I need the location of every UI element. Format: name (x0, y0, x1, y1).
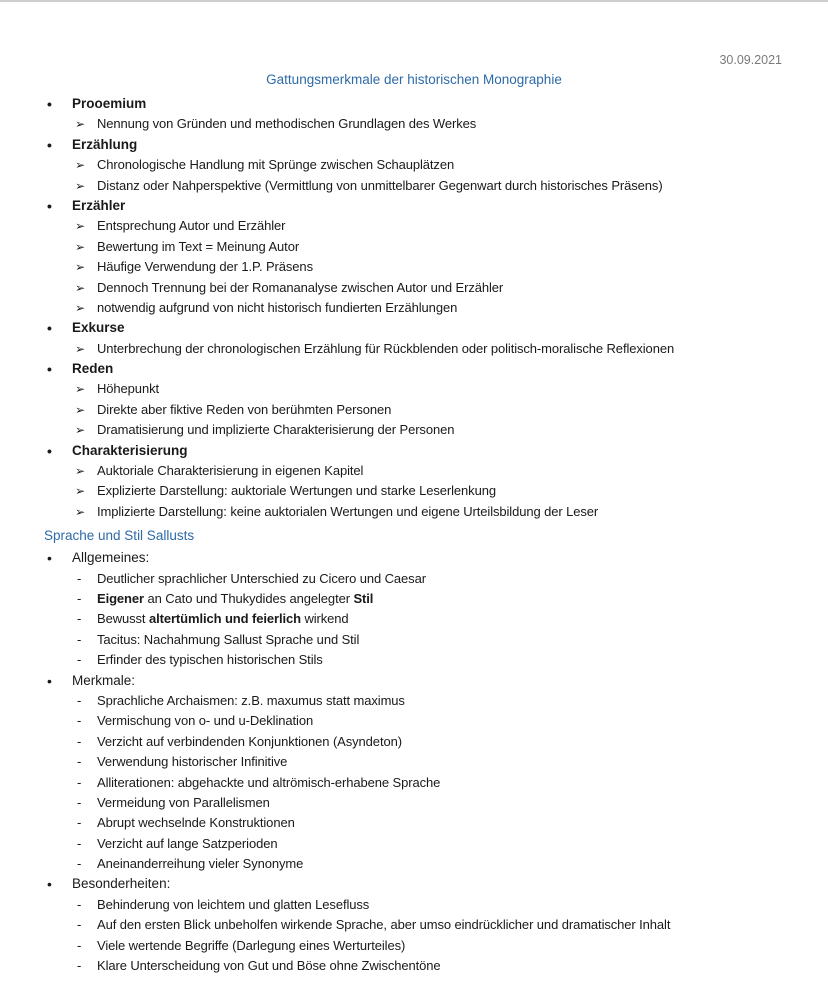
bullet-icon: • (47, 96, 52, 112)
dash-bullet-icon: - (77, 733, 82, 749)
bullet-icon: • (47, 361, 52, 378)
list-item: - Erfinder des typischen historischen Stils (44, 650, 814, 670)
bullet-icon: • (47, 876, 52, 893)
arrow-bullet-icon: ➢ (75, 402, 85, 417)
group-block (44, 548, 814, 670)
section-heading: • Erzählung (47, 136, 138, 153)
list-item: ➢ Bewertung im Text = Meinung Autor (44, 237, 814, 257)
dash-bullet-icon: - (77, 590, 82, 606)
arrow-bullet-icon: ➢ (75, 260, 85, 275)
dash-bullet-icon: - (77, 631, 82, 647)
list-item: - Vermischung von o- und u-Deklination (44, 711, 814, 731)
dash-bullet-icon: - (77, 774, 82, 790)
dash-bullet-icon: - (77, 652, 82, 668)
arrow-bullet-icon: ➢ (75, 219, 85, 234)
bullet-icon: • (47, 672, 52, 689)
list-item: - Sprachliche Archaismen: z.B. maxumus statt maximus (44, 691, 814, 711)
list-item: - Verwendung historischer Infinitive (44, 752, 814, 772)
arrow-bullet-icon: ➢ (75, 464, 85, 479)
dash-bullet-icon: - (77, 937, 82, 953)
group-heading: • Allgemeines: (47, 550, 150, 567)
list-item: - Behinderung von leichtem und glatten Lesefluss (44, 895, 814, 915)
list-item: ➢ Unterbrechung der chronologischen Erzählung für Rückblenden oder politisch-moralische Reflexionen (44, 339, 814, 359)
arrow-bullet-icon: ➢ (75, 504, 85, 519)
document-body (44, 94, 814, 976)
dash-bullet-icon: - (77, 794, 82, 810)
list-item: ➢ Entsprechung Autor und Erzähler (44, 216, 814, 236)
list-item: - Deutlicher sprachlicher Unterschied zu Cicero und Caesar (44, 569, 814, 589)
list-item: ➢ Chronologische Handlung mit Sprünge zwischen Schauplätzen (44, 155, 814, 175)
arrow-bullet-icon: ➢ (75, 423, 85, 438)
dash-bullet-icon: - (77, 835, 82, 851)
group-heading: • Besonderheiten: (47, 876, 171, 893)
bullet-icon: • (47, 550, 52, 567)
bullet-icon: • (47, 197, 52, 214)
list-item: - Tacitus: Nachahmung Sallust Sprache und Stil (44, 630, 814, 650)
list-item: ➢ Implizierte Darstellung: keine auktorialen Wertungen und eigene Urteilsbildung der Leser (44, 502, 814, 522)
bullet-icon: • (47, 136, 52, 153)
arrow-bullet-icon: ➢ (75, 158, 85, 173)
list-item: - Eigener an Cato und Thukydides angelegter Stil (44, 589, 814, 609)
dash-bullet-icon: - (77, 611, 82, 627)
list-item: - Klare Unterscheidung von Gut und Böse ohne Zwischentöne (44, 956, 814, 976)
arrow-bullet-icon: ➢ (75, 178, 85, 193)
arrow-bullet-icon: ➢ (75, 280, 85, 295)
genre-features-list (44, 94, 814, 522)
list-item: ➢ Explizierte Darstellung: auktoriale Wertungen und starke Leserlenkung (44, 481, 814, 501)
dash-bullet-icon: - (77, 896, 82, 912)
list-item: ➢ Dennoch Trennung bei der Romananalyse zwischen Autor und Erzähler (44, 278, 814, 298)
group-block (44, 874, 814, 976)
dash-bullet-icon: - (77, 570, 82, 586)
list-item: ➢ Nennung von Gründen und methodischen Grundlagen des Werkes (44, 114, 814, 134)
list-item: - Abrupt wechselnde Konstruktionen (44, 813, 814, 833)
list-item: - Verzicht auf lange Satzperioden (44, 834, 814, 854)
page-top-border (0, 0, 828, 2)
list-item: - Viele wertende Begriffe (Darlegung eines Werturteiles) (44, 936, 814, 956)
section-block (44, 441, 814, 523)
arrow-bullet-icon: ➢ (75, 300, 85, 315)
group-block (44, 671, 814, 875)
list-item: ➢ Auktoriale Charakterisierung in eigenen Kapitel (44, 461, 814, 481)
dash-bullet-icon: - (77, 958, 82, 974)
dash-bullet-icon: - (77, 692, 82, 708)
document-date: 30.09.2021 (719, 53, 782, 67)
section-heading: • Erzähler (47, 197, 126, 214)
list-item: - Alliterationen: abgehackte und altrömisch-erhabene Sprache (44, 773, 814, 793)
list-item: - Verzicht auf verbindenden Konjunktionen (Asyndeton) (44, 732, 814, 752)
bullet-icon: • (47, 442, 52, 459)
section-heading: • Exkurse (47, 320, 125, 337)
list-item: - Auf den ersten Blick unbeholfen wirkende Sprache, aber umso eindrücklicher und dramatischer Inhalt (44, 915, 814, 935)
dash-bullet-icon: - (77, 917, 82, 933)
style-section-heading: Sprache und Stil Sallusts (44, 528, 195, 544)
list-item: ➢ Direkte aber fiktive Reden von berühmten Personen (44, 400, 814, 420)
style-features-list (44, 548, 814, 976)
arrow-bullet-icon: ➢ (75, 117, 85, 132)
list-item: ➢ Distanz oder Nahperspektive (Vermittlung von unmittelbarer Gegenwart durch historisches Präsens) (44, 176, 814, 196)
dash-bullet-icon: - (77, 856, 82, 872)
arrow-bullet-icon: ➢ (75, 484, 85, 499)
dash-bullet-icon: - (77, 713, 82, 729)
section-heading: • Reden (47, 361, 114, 378)
arrow-bullet-icon: ➢ (75, 341, 85, 356)
list-item: ➢ Dramatisierung und implizierte Charakterisierung der Personen (44, 420, 814, 440)
section-block (44, 135, 814, 196)
list-item: ➢ Häufige Verwendung der 1.P. Präsens (44, 257, 814, 277)
list-item: - Vermeidung von Parallelismen (44, 793, 814, 813)
dash-bullet-icon: - (77, 815, 82, 831)
section-heading: • Charakterisierung (47, 442, 188, 459)
list-item: ➢ notwendig aufgrund von nicht historisch fundierten Erzählungen (44, 298, 814, 318)
arrow-bullet-icon: ➢ (75, 382, 85, 397)
section-block (44, 318, 814, 359)
section-block (44, 359, 814, 441)
list-item: ➢ Höhepunkt (44, 379, 814, 399)
document-title: Gattungsmerkmale der historischen Monographie (266, 72, 562, 87)
section-heading: • Prooemium (47, 96, 147, 112)
bullet-icon: • (47, 320, 52, 337)
section-block (44, 196, 814, 318)
list-item: - Bewusst altertümlich und feierlich wirkend (44, 609, 814, 629)
group-heading: • Merkmale: (47, 672, 136, 689)
list-item: - Aneinanderreihung vieler Synonyme (44, 854, 814, 874)
dash-bullet-icon: - (77, 754, 82, 770)
arrow-bullet-icon: ➢ (75, 239, 85, 254)
section-block (44, 94, 814, 135)
